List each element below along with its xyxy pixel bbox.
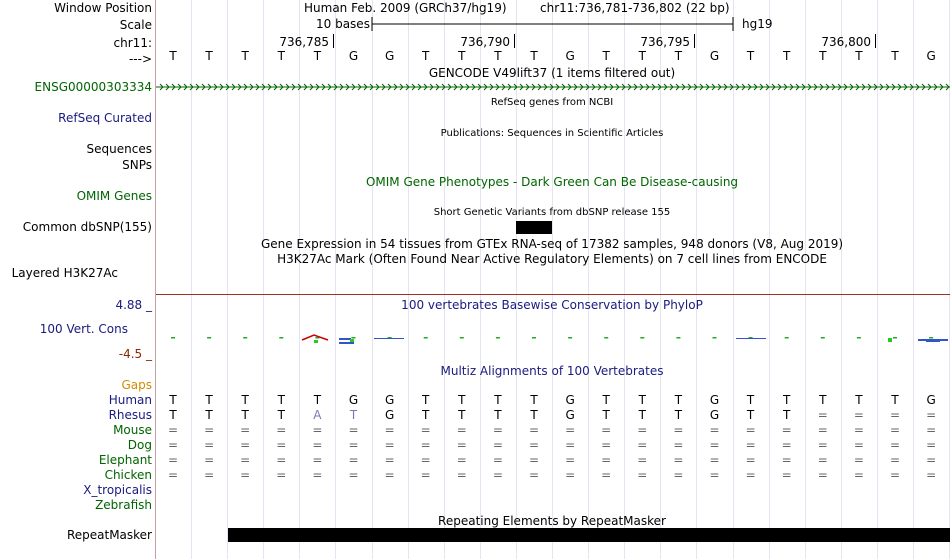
base-letter: T — [494, 49, 502, 63]
alignment-chicken-base: = — [492, 468, 503, 482]
alignment-rhesus-base: = — [817, 408, 828, 422]
alignment-elephant-base: = — [167, 453, 179, 467]
h3k27ac-track-label[interactable]: Layered H3K27Ac — [11, 266, 118, 280]
strand-arrow-label: ---> — [128, 52, 152, 66]
alignment-chicken-base: = — [637, 468, 648, 482]
species-zebrafish-label[interactable]: Zebrafish — [95, 498, 152, 512]
base-letter: T — [746, 49, 755, 63]
gencode-track-title: GENCODE V49lift37 (1 items filtered out) — [428, 66, 676, 80]
alignment-human-base: T — [205, 393, 213, 407]
alignment-chicken-base: = — [853, 468, 864, 482]
phylop-score-mark — [279, 337, 283, 339]
alignment-mouse-base: = — [167, 423, 179, 437]
alignment-dog-base: = — [745, 438, 756, 452]
phylop-score-mark — [604, 337, 608, 339]
alignment-human-base: G — [348, 393, 359, 407]
base-letter: T — [638, 49, 646, 63]
phylop-score-mark — [929, 337, 933, 339]
phylop-score-mark — [171, 337, 175, 339]
gtex-track-title: Gene Expression in 54 tissues from GTEx RNA-seq of 17382 samples, 948 donors (V8, Aug 2019) — [260, 237, 844, 251]
position-title: chr11:736,781-736,802 (22 bp) — [540, 1, 730, 15]
alignment-rhesus-base: T — [530, 408, 538, 422]
species-mouse-label[interactable]: Mouse — [113, 423, 152, 437]
assembly-title: Human Feb. 2009 (GRCh37/hg19) — [304, 1, 507, 15]
base-letter: T — [313, 49, 322, 63]
phylop-score-mark — [207, 337, 211, 339]
base-letter: T — [530, 49, 538, 63]
alignment-mouse-base: = — [817, 423, 828, 437]
cons-track-label[interactable]: 100 Vert. Cons — [39, 322, 128, 336]
snps-track-label[interactable]: SNPs — [122, 158, 152, 172]
alignment-human-base: T — [313, 393, 322, 407]
alignment-human-base: G — [384, 393, 395, 407]
phylop-score-mark — [568, 337, 572, 339]
cons-min-label: -4.5 _ — [118, 347, 152, 361]
alignment-human-base: G — [565, 393, 575, 407]
base-letter: T — [855, 49, 863, 63]
base-letter: T — [241, 49, 249, 63]
base-letter: G — [565, 49, 575, 63]
h3k27ac-signal-line — [156, 294, 950, 295]
cons-max-label: 4.88 _ — [115, 298, 152, 312]
alignment-chicken-base: = — [781, 468, 792, 482]
alignment-dog-base: = — [312, 438, 323, 452]
alignment-rhesus-base: T — [277, 408, 285, 422]
dbsnp-variant-block[interactable] — [516, 221, 552, 234]
base-letter: T — [602, 49, 610, 63]
ruler-tick-mark — [875, 34, 876, 48]
multiz-track-title: Multiz Alignments of 100 Vertebrates — [440, 364, 664, 378]
alignment-mouse-base: = — [637, 423, 648, 437]
base-letter: G — [709, 49, 720, 63]
alignment-human-base: T — [602, 393, 610, 407]
alignment-chicken-base: = — [565, 468, 576, 482]
alignment-elephant-base: = — [528, 453, 540, 467]
alignment-mouse-base: = — [204, 423, 215, 437]
alignment-dog-base: = — [204, 438, 215, 452]
phylop-score-mark — [532, 337, 536, 339]
omim-track-title: OMIM Gene Phenotypes - Dark Green Can Be Disease-causing — [365, 175, 739, 189]
alignment-chicken-base: = — [889, 468, 901, 482]
alignment-mouse-base: = — [276, 423, 287, 437]
ruler-tick-mark — [333, 34, 334, 48]
alignment-rhesus-base: A — [313, 408, 322, 422]
alignment-human-base: T — [674, 393, 683, 407]
repeatmasker-track-title: Repeating Elements by RepeatMasker — [438, 514, 666, 528]
alignment-rhesus-base: T — [674, 408, 683, 422]
alignment-chicken-base: = — [745, 468, 756, 482]
h3k27ac-track-title: H3K27Ac Mark (Often Found Near Active Regulatory Elements) on 7 cell lines from ENCODE — [277, 252, 827, 266]
alignment-elephant-base: = — [565, 453, 576, 467]
alignment-chicken-base: = — [312, 468, 323, 482]
phylop-score-mark — [640, 337, 644, 339]
alignment-elephant-base: = — [709, 453, 720, 467]
alignment-elephant-base: = — [817, 453, 828, 467]
alignment-rhesus-base: T — [169, 408, 177, 422]
alignment-elephant-base: = — [601, 453, 612, 467]
alignment-human-base: G — [926, 393, 936, 407]
alignment-mouse-base: = — [565, 423, 576, 437]
alignment-human-base: T — [891, 393, 899, 407]
dbsnp-track-title: Short Genetic Variants from dbSNP release 155 — [433, 207, 671, 218]
base-letter: T — [422, 49, 430, 63]
alignment-elephant-base: = — [853, 453, 864, 467]
alignment-chicken-base: = — [817, 468, 828, 482]
alignment-rhesus-base: T — [602, 408, 610, 422]
base-letter: T — [819, 49, 827, 63]
alignment-dog-base: = — [853, 438, 864, 452]
alignment-dog-base: = — [528, 438, 540, 452]
alignment-elephant-base: = — [348, 453, 359, 467]
phylop-score-mark — [713, 337, 717, 339]
dbsnp-track-label[interactable]: Common dbSNP(155) — [22, 220, 152, 234]
alignment-elephant-base: = — [312, 453, 323, 467]
alignment-elephant-base: = — [384, 453, 395, 467]
alignment-elephant-base: = — [926, 453, 937, 467]
phylop-score-mark — [424, 337, 428, 339]
alignment-mouse-base: = — [384, 423, 395, 437]
publications-track-title: Publications: Sequences in Scientific Articles — [440, 128, 664, 139]
base-letter: T — [674, 49, 683, 63]
alignment-rhesus-base: T — [783, 408, 791, 422]
alignment-rhesus-base: T — [205, 408, 213, 422]
alignment-chicken-base: = — [276, 468, 287, 482]
gaps-label: Gaps — [121, 378, 152, 392]
base-letter: T — [458, 49, 466, 63]
alignment-dog-base: = — [456, 438, 467, 452]
ruler-tick-label: 736,790 — [460, 35, 510, 49]
alignment-rhesus-base: T — [241, 408, 249, 422]
phylop-score-mark — [352, 337, 356, 339]
alignment-chicken-base: = — [528, 468, 540, 482]
alignment-mouse-base: = — [926, 423, 937, 437]
alignment-mouse-base: = — [456, 423, 467, 437]
species-elephant-label[interactable]: Elephant — [98, 453, 152, 467]
refseq-track-label[interactable]: RefSeq Curated — [58, 111, 152, 125]
species-dog-label[interactable]: Dog — [127, 438, 152, 452]
alignment-human-base: G — [709, 393, 720, 407]
alignment-chicken-base: = — [926, 468, 937, 482]
alignment-chicken-base: = — [601, 468, 612, 482]
alignment-human-base: T — [422, 393, 430, 407]
alignment-elephant-base: = — [420, 453, 431, 467]
sequences-track-label[interactable]: Sequences — [86, 142, 152, 156]
alignment-mouse-base: = — [492, 423, 503, 437]
alignment-human-base: T — [458, 393, 466, 407]
species-rhesus-label[interactable]: Rhesus — [108, 408, 152, 422]
base-letter: T — [277, 49, 285, 63]
chrom-label: chr11: — [113, 36, 152, 50]
alignment-rhesus-base: T — [638, 408, 646, 422]
alignment-chicken-base: = — [384, 468, 395, 482]
omim-track-label[interactable]: OMIM Genes — [76, 189, 152, 203]
alignment-chicken-base: = — [204, 468, 215, 482]
alignment-mouse-base: = — [781, 423, 792, 437]
alignment-rhesus-base: G — [565, 408, 575, 422]
alignment-rhesus-base: T — [494, 408, 502, 422]
alignment-dog-base: = — [601, 438, 612, 452]
alignment-dog-base: = — [817, 438, 828, 452]
base-letter: G — [348, 49, 359, 63]
alignment-human-base: T — [638, 393, 646, 407]
species-chicken-label[interactable]: Chicken — [104, 468, 152, 482]
phylop-score-mark — [496, 337, 500, 339]
base-letter: G — [384, 49, 395, 63]
alignment-dog-base: = — [420, 438, 431, 452]
phylop-score-mark — [676, 337, 680, 339]
base-letter: T — [169, 49, 177, 63]
alignment-human-base: T — [169, 393, 177, 407]
alignment-mouse-base: = — [528, 423, 540, 437]
alignment-mouse-base: = — [673, 423, 684, 437]
base-letter: T — [205, 49, 213, 63]
alignment-rhesus-base: T — [422, 408, 430, 422]
phylop-score-mark — [857, 337, 861, 339]
ruler-tick-label: 736,800 — [821, 35, 871, 49]
phylop-score-mark — [243, 337, 247, 339]
gencode-gene-label[interactable]: ENSG00000303334 — [34, 80, 152, 94]
alignment-dog-base: = — [926, 438, 937, 452]
alignment-chicken-base: = — [673, 468, 684, 482]
alignment-mouse-base: = — [709, 423, 720, 437]
alignment-human-base: T — [746, 393, 755, 407]
alignment-elephant-base: = — [492, 453, 503, 467]
base-letter: G — [926, 49, 936, 63]
browser-image-panel[interactable] — [156, 0, 950, 559]
alignment-dog-base: = — [384, 438, 395, 452]
ruler-tick-mark — [694, 34, 695, 48]
alignment-dog-base: = — [637, 438, 648, 452]
alignment-chicken-base: = — [709, 468, 720, 482]
species-xtropicalis-label[interactable]: X_tropicalis — [83, 483, 152, 497]
alignment-dog-base: = — [781, 438, 792, 452]
alignment-chicken-base: = — [348, 468, 359, 482]
alignment-rhesus-base: = — [853, 408, 864, 422]
alignment-elephant-base: = — [889, 453, 901, 467]
alignment-rhesus-base: T — [746, 408, 755, 422]
alignment-dog-base: = — [240, 438, 251, 452]
alignment-chicken-base: = — [167, 468, 179, 482]
ruler-tick-mark — [514, 34, 515, 48]
alignment-mouse-base: = — [420, 423, 431, 437]
alignment-rhesus-base: T — [349, 408, 358, 422]
alignment-elephant-base: = — [745, 453, 756, 467]
phylop-score-mark — [460, 337, 464, 339]
refseq-track-title: RefSeq genes from NCBI — [490, 97, 614, 108]
alignment-mouse-base: = — [348, 423, 359, 437]
alignment-dog-base: = — [673, 438, 684, 452]
scale-bar-text: 10 bases — [316, 17, 370, 31]
alignment-human-base: T — [277, 393, 285, 407]
base-letter: T — [891, 49, 899, 63]
scale-db-text: hg19 — [742, 17, 773, 31]
alignment-rhesus-base: = — [889, 408, 901, 422]
alignment-elephant-base: = — [204, 453, 215, 467]
species-human-label[interactable]: Human — [108, 393, 152, 407]
window-position-label: Window Position — [54, 1, 152, 15]
alignment-elephant-base: = — [240, 453, 251, 467]
gencode-gene-feature[interactable] — [156, 82, 950, 92]
alignment-mouse-base: = — [601, 423, 612, 437]
ruler-tick-label: 736,785 — [279, 35, 329, 49]
alignment-mouse-base: = — [312, 423, 323, 437]
alignment-mouse-base: = — [853, 423, 864, 437]
phylop-signal[interactable] — [156, 330, 950, 348]
alignment-elephant-base: = — [781, 453, 792, 467]
phylop-track-title: 100 vertebrates Basewise Conservation by PhyloP — [401, 298, 703, 312]
alignment-dog-base: = — [276, 438, 287, 452]
alignment-human-base: T — [855, 393, 863, 407]
ruler-tick-label: 736,795 — [640, 35, 690, 49]
alignment-rhesus-base: = — [926, 408, 937, 422]
alignment-human-base: T — [241, 393, 249, 407]
phylop-score-mark — [893, 337, 897, 339]
alignment-dog-base: = — [167, 438, 179, 452]
alignment-rhesus-base: T — [458, 408, 466, 422]
phylop-score-mark — [821, 337, 825, 339]
alignment-elephant-base: = — [456, 453, 467, 467]
scale-label: Scale — [119, 18, 152, 32]
alignment-rhesus-base: G — [384, 408, 395, 422]
alignment-rhesus-base: G — [709, 408, 720, 422]
alignment-human-base: T — [530, 393, 538, 407]
alignment-chicken-base: = — [240, 468, 251, 482]
alignment-elephant-base: = — [276, 453, 287, 467]
alignment-dog-base: = — [889, 438, 901, 452]
alignment-dog-base: = — [709, 438, 720, 452]
alignment-elephant-base: = — [637, 453, 648, 467]
alignment-elephant-base: = — [673, 453, 684, 467]
alignment-human-base: T — [819, 393, 827, 407]
alignment-dog-base: = — [565, 438, 576, 452]
alignment-chicken-base: = — [456, 468, 467, 482]
alignment-human-base: T — [783, 393, 791, 407]
alignment-human-base: T — [494, 393, 502, 407]
repeatmasker-track-label[interactable]: RepeatMasker — [66, 528, 152, 542]
alignment-mouse-base: = — [240, 423, 251, 437]
alignment-chicken-base: = — [420, 468, 431, 482]
base-letter: T — [783, 49, 791, 63]
alignment-dog-base: = — [492, 438, 503, 452]
alignment-dog-base: = — [348, 438, 359, 452]
track-labels — [0, 0, 155, 559]
repeatmasker-element[interactable] — [228, 528, 950, 542]
alignment-mouse-base: = — [889, 423, 901, 437]
scale-bar — [370, 16, 736, 32]
alignment-mouse-base: = — [745, 423, 756, 437]
phylop-score-mark — [785, 337, 789, 339]
